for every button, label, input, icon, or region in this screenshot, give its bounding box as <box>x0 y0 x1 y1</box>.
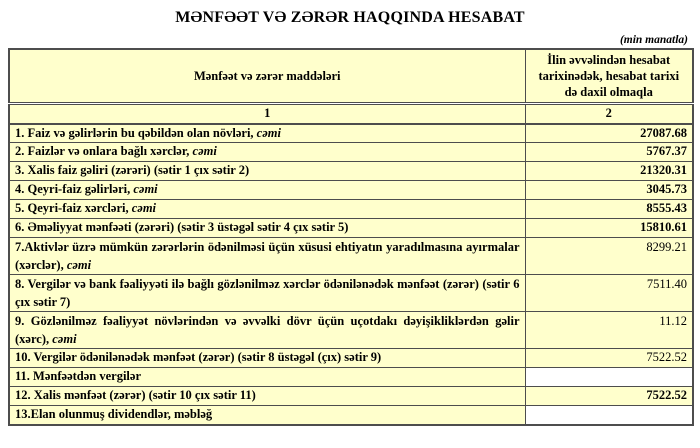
row-13-value <box>525 406 693 425</box>
row-6-label: 6. Əməliyyat mənfəəti (zərəri) (sətir 3 üstəgəl sətir 4 çıx sətir 5) <box>9 219 525 238</box>
table-row-11 <box>9 368 693 387</box>
row-12-value: 7522.52 <box>525 387 693 406</box>
row-1-value: 27087.68 <box>525 124 693 143</box>
header-items-column: Mənfəət və zərər maddələri <box>9 49 525 104</box>
table-row-9 <box>9 312 693 349</box>
table-row-5 <box>9 200 693 219</box>
row-12-label: 12. Xalis mənfəət (zərər) (sətir 10 çıx sətir 11) <box>9 387 525 406</box>
unit-note: (min manatla) <box>619 34 688 46</box>
row-6-value: 15810.61 <box>525 219 693 238</box>
table-row-13 <box>9 406 693 425</box>
profit-loss-table <box>8 48 694 426</box>
table-row-2 <box>9 143 693 162</box>
row-8-label: 8. Vergilər və bank fəaliyyəti ilə bağlı gözlənilməz xərclər ödənilənədək mənfəət (zərər) (sətir 6 çıx sətir 7) <box>9 275 525 312</box>
table-row-4 <box>9 181 693 200</box>
row-8-value: 7511.40 <box>525 275 693 312</box>
table-row-12 <box>9 387 693 406</box>
row-2-label: 2. Faizlər və onlara bağlı xərclər, cəmi <box>9 143 525 162</box>
column-number-1: 1 <box>9 104 525 124</box>
table-row-3 <box>9 162 693 181</box>
row-5-value: 8555.43 <box>525 200 693 219</box>
row-7-value: 8299.21 <box>525 238 693 275</box>
row-10-value: 7522.52 <box>525 349 693 368</box>
row-9-value: 11.12 <box>525 312 693 349</box>
column-number-2: 2 <box>525 104 693 124</box>
row-13-label: 13.Elan olunmuş dividendlər, məbləğ <box>9 406 525 425</box>
table-row-8 <box>9 275 693 312</box>
row-4-label: 4. Qeyri-faiz gəlirləri, cəmi <box>9 181 525 200</box>
row-5-label: 5. Qeyri-faiz xərcləri, cəmi <box>9 200 525 219</box>
row-11-value <box>525 368 693 387</box>
header-value-column: İlin əvvəlindən hesabat tarixinədək, hesabat tarixi də daxil olmaqla <box>525 49 693 104</box>
row-2-value: 5767.37 <box>525 143 693 162</box>
row-1-label: 1. Faiz və gəlirlərin bu qəbildən olan növləri, cəmi <box>9 124 525 143</box>
table-row-10 <box>9 349 693 368</box>
row-10-label: 10. Vergilər ödənilənədək mənfəət (zərər) (sətir 8 üstəgəl (çıx) sətir 9) <box>9 349 525 368</box>
row-11-label: 11. Mənfəətdən vergilər <box>9 368 525 387</box>
table-row-6 <box>9 219 693 238</box>
table-header-row <box>9 49 693 104</box>
row-3-value: 21320.31 <box>525 162 693 181</box>
table-row-7 <box>9 238 693 275</box>
row-9-label: 9. Gözlənilməz fəaliyyət növlərindən və əvvəlki dövr üçün uçotdakı dəyişikliklərdən gəlir (xərc), cəmi <box>9 312 525 349</box>
row-4-value: 3045.73 <box>525 181 693 200</box>
table-row-1 <box>9 124 693 143</box>
report-title: MƏNFƏƏT VƏ ZƏRƏR HAQQINDA HESABAT <box>175 9 525 26</box>
row-3-label: 3. Xalis faiz gəliri (zərəri) (sətir 1 çıx sətir 2) <box>9 162 525 181</box>
row-7-label: 7.Aktivlər üzrə mümkün zərərlərin ödənilməsi üçün xüsusi ehtiyatın yaradılmasına ayırmalar (xərclər), cəmi <box>9 238 525 275</box>
column-numbering-row <box>9 104 693 124</box>
